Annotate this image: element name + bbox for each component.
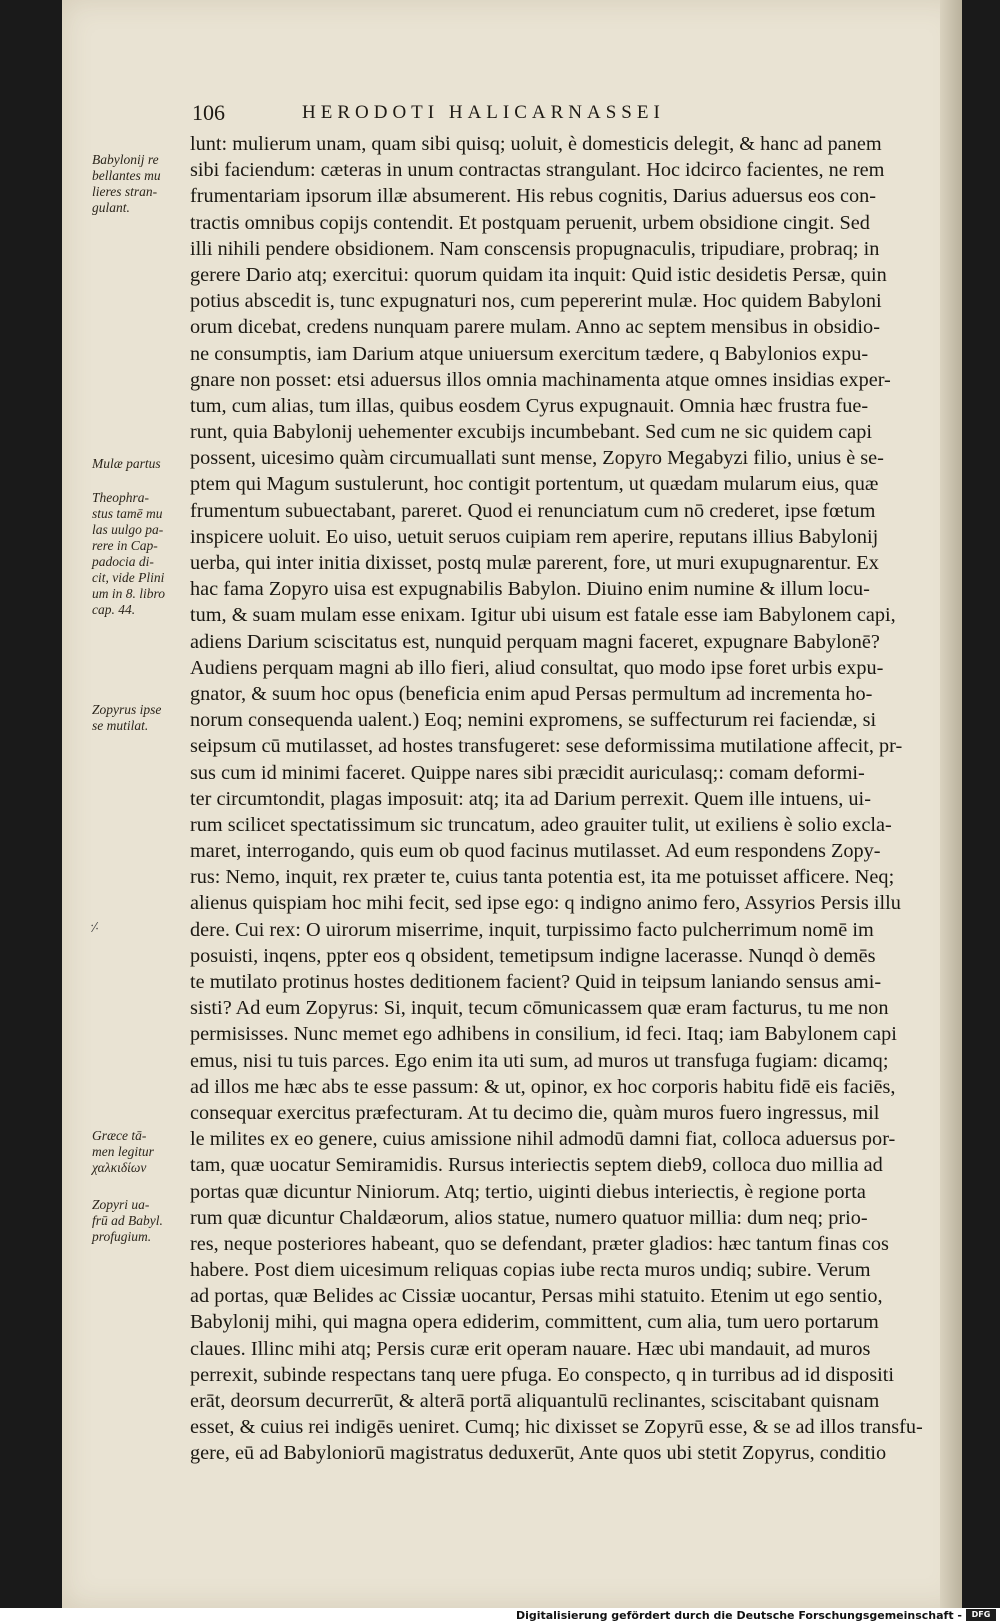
text-line: perrexit, subinde respectans tanq uere pfuga. Eo conspecto, q in turribus ad id dispositi <box>190 1363 895 1386</box>
margin-note-line: Mulæ partus <box>92 456 161 471</box>
margin-note-line: Babylonij re <box>92 152 159 167</box>
text-line: illi nihili pendere obsidionem. Nam conscensis propugnaculis, tripudiare, probraq; in <box>190 237 880 260</box>
text-line: permisisses. Nunc memet ego adhibens in consilium, id feci. Itaq; iam Babylonem capi <box>190 1023 897 1046</box>
text-line: gnare non posset: etsi aduersus illos omnia machinamenta atque omnes insidias exper- <box>190 368 891 391</box>
text-line: gere, eū ad Babyloniorū magistratus deduxerūt, Ante quos ubi stetit Zopyrus, conditio <box>190 1442 887 1465</box>
margin-note-line: Zopyrus ipse <box>92 702 162 717</box>
text-line: sus cum id minimi faceret. Quippe nares sibi præcidit auriculasq;: comam deformi- <box>190 761 865 784</box>
text-line: habere. Post diem uicesimum reliquas copias iube recta muros undiq; subire. Verum <box>190 1259 871 1282</box>
text-line: frumentum subuectabant, pareret. Quod ei renunciatum cum nō crederet, ipse fœtum <box>190 499 876 522</box>
page-number: 106 <box>192 100 225 125</box>
margin-note-line: Græce tā- <box>92 1128 147 1143</box>
text-line: tum, & suam mulam esse enixam. Igitur ubi uisum est fatale esse iam Babylonem capi, <box>190 604 896 627</box>
text-line: uerba, qui inter initia dixisset, postq mulæ parerent, fore, ut muri exupugnarentur. Ex <box>190 552 879 574</box>
text-line: tractis omnibus copijs contendit. Et postquam peruenit, urbem obsidione cingit. Sed <box>190 211 870 234</box>
text-line: le milites ex eo genere, cuius amissione nihil admodū damni fiat, colloca aduersus por- <box>190 1128 896 1151</box>
running-head: HERODOTI HALICARNASSEI <box>302 102 665 123</box>
text-line: gerere Dario atq; exercitui: quorum quidam ita inquit: Quid istic desidetis Persæ, quin <box>190 263 887 286</box>
body-text <box>190 131 970 1467</box>
margin-note-line: se mutilat. <box>92 718 149 733</box>
dfg-logo: DFG <box>966 1609 996 1621</box>
text-line: ne consumptis, iam Darium atque uniuersum exercitum tædere, q Babylonios expu- <box>190 342 869 365</box>
text-line: te mutilato protinus hostes deditionem facient? Quid in teipsum laniando sensus ami- <box>190 971 882 993</box>
text-line: res, neque posteriores habeant, quo se defendant, præter gladios: hæc tantum finas cos <box>190 1232 889 1255</box>
margin-note-line: Theophra- <box>92 490 149 505</box>
text-line: ptem qui Magum sustulerunt, hoc contigit portentum, ut quædam mularum eius, quæ <box>190 473 879 496</box>
text-line: possent, uicesimo quàm circumuallati sunt mense, Zopyro Megabyzi filio, unius è se- <box>190 447 884 470</box>
margin-note <box>92 456 188 472</box>
text-line: consequar exercitus præfecturam. At tu decimo die, quàm muros fuero ingressus, mil <box>190 1101 880 1124</box>
margin-note-line: cap. 44. <box>92 602 136 617</box>
margin-note-line: cit, vide Plini <box>92 570 165 585</box>
text-line: Babylonij mihi, qui magna opera ediderim, committent, cum alia, tum uero portarum <box>190 1311 879 1334</box>
text-line: maret, interrogando, quis eum ob quod facinus mutilasset. Ad eum respondens Zopy- <box>190 840 881 863</box>
margin-note-line: rere in Cap- <box>92 538 158 553</box>
text-line: esset, & cuius rei indigēs ueniret. Cumq; hic dixisset se Zopyrū esse, & se ad illos transfu- <box>190 1416 923 1439</box>
text-line: runt, quia Babylonij uehementer excubijs incumbebant. Sed cum ne sic quidem capi <box>190 421 873 444</box>
text-line: tum, cum alias, tum illas, quibus eosdem Cyrus expugnauit. Omnia hæc frustra fue- <box>190 394 869 417</box>
footer-bar <box>0 1608 1000 1623</box>
text-line: posuisti, inqens, ppter eos q obsident, temetipsum indigne lacerasse. Nunqd ò demēs <box>190 944 876 967</box>
text-line: hac fama Zopyro uisa est expugnabilis Babylon. Diuino enim numine & illum locu- <box>190 578 870 601</box>
margin-note-line: bellantes mu <box>92 168 161 183</box>
margin-note <box>92 152 188 216</box>
text-line: tam, quæ uocatur Semiramidis. Rursus interiectis septem dieb9, colloca duo millia ad <box>190 1154 883 1177</box>
margin-note <box>92 1197 188 1245</box>
text-line: frumentariam ipsorum illæ absumerent. His rebus cognitis, Darius aduersus eos con- <box>190 185 877 208</box>
book-page <box>62 0 962 1608</box>
text-line: ad illos me hæc abs te esse passum: & ut, opinor, ex hoc corporis habitu fidē eis faciēs, <box>190 1075 896 1098</box>
margin-note-line: las uulgo pa- <box>92 522 164 537</box>
margin-note-line: χαλκιδίων <box>92 1160 147 1175</box>
text-line: sibi faciendum: cæteras in unum contractas strangulant. Hoc idcirco facientes, ne rem <box>190 159 885 182</box>
text-line: potius abscedit is, tunc expugnaturi nos, cum pepererint mulæ. Hoc quidem Babyloni <box>190 290 882 313</box>
text-line: orum dicebat, credens nunquam parere mulam. Anno ac septem mensibus in obsidio- <box>190 316 880 339</box>
margin-note <box>92 490 188 618</box>
text-line: rus: Nemo, inquit, rex præter te, cuius tanta potentia est, ita me potuisset afficere. Neq; <box>190 866 895 889</box>
text-line: rum quæ dicuntur Chaldæorum, alios statue, numero quatuor millia: dum neq; prio- <box>190 1206 868 1229</box>
margin-note <box>92 1128 188 1176</box>
margin-note-line: stus tamē mu <box>92 506 163 521</box>
text-line: gnator, & suum hoc opus (beneficia enim apud Persas permultum ad incrementa ho- <box>190 682 873 705</box>
margin-note-line: lieres stran- <box>92 184 158 199</box>
text-line: claues. Illinc mihi atq; Persis curæ erit operam nauare. Hæc ubi mandauit, ad muros <box>190 1337 871 1360</box>
margin-note-line: frū ad Babyl. <box>92 1213 163 1228</box>
text-line: Audiens perquam magni ab illo fieri, aliud consultat, quo modo ipse foret urbis expu- <box>190 656 884 679</box>
text-line: portas quæ dicuntur Niniorum. Atq; tertio, uiginti diebus interiectis, è regione porta <box>190 1180 866 1203</box>
margin-note-line: um in 8. libro <box>92 586 166 601</box>
text-line: sisti? Ad eum Zopyrus: Si, inquit, tecum cōmunicassem quæ eram facturus, tu me non <box>190 997 889 1020</box>
text-line: erāt, deorsum decurrerūt, & alterā portā aliquantulū reclinantes, sciscitabant quisnam <box>190 1390 880 1412</box>
margin-note-line: men legitur <box>92 1144 154 1159</box>
margin-note-line: gulant. <box>92 200 130 215</box>
text-line: ad portas, quæ Belides ac Cissiæ uocantur, Persas mihi statuito. Etenim ut ego sentio, <box>190 1285 883 1308</box>
text-line: dere. Cui rex: O uirorum miserrime, inquit, turpissimo facto pulcherrimum nomē im <box>190 918 874 941</box>
margin-note <box>92 702 188 734</box>
text-line: adiens Darium sciscitatus est, nunquid perquam magni faceret, expugnare Babylonē? <box>190 630 880 653</box>
text-line: inspicere uoluit. Eo uiso, uetuit seruos cuipiam rem aperire, reputans illius Babylonij <box>190 525 879 548</box>
margin-note-line: Zopyri ua- <box>92 1197 150 1212</box>
text-line: alienus quispiam hoc mihi fecit, sed ipse ego: q indigno animo fero, Assyrios Persis illu <box>190 892 901 915</box>
text-line: rum scilicet spectatissimum sic truncatum, adeo grauiter tulit, ut exiliens è solio excla- <box>190 813 892 836</box>
ink-mark: ⸓ <box>90 920 100 936</box>
text-line: seipsum cū mutilasset, ad hostes transfugeret: sese deformissima mutilatione affecit, pr- <box>190 735 903 758</box>
margin-note-line: padocia di- <box>92 554 154 569</box>
text-line: lunt: mulierum unam, quam sibi quisq; uoluit, è domesticis delegit, & hanc ad panem <box>190 133 882 155</box>
text-line: ter circumtondit, plagas imposuit: atq; ita ad Darium perrexit. Quem ille intuens, ui- <box>190 787 871 810</box>
footer-credit: Digitalisierung gefördert durch die Deutsche Forschungsgemeinschaft - <box>515 1609 962 1622</box>
text-line: norum consequenda ualent.) Eoq; nemini expromens, se suffecturum rei faciendæ, si <box>190 709 877 732</box>
text-line: emus, nisi tu tuis parces. Ego enim ita uti sum, ad muros ut transfuga fugiam: dicamq; <box>190 1049 889 1072</box>
margin-note-line: profugium. <box>92 1229 152 1244</box>
page-header <box>192 100 912 126</box>
